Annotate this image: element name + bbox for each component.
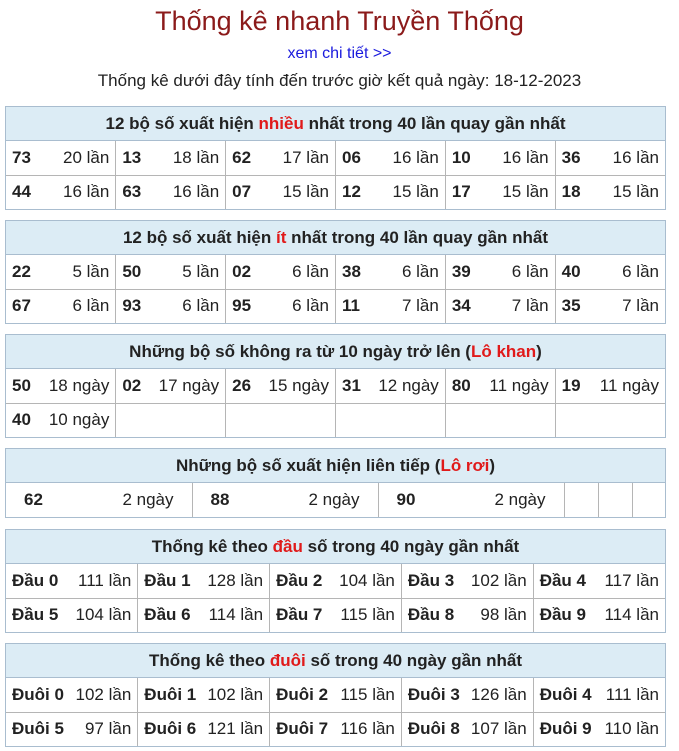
stat-cell: 07 15 lần [226,175,336,209]
stat-cell: 17 15 lần [445,175,555,209]
empty-cell [555,403,665,437]
stat-cell: Đầu 9 114 lần [533,598,665,632]
stat-cell: 62 2 ngày [6,483,192,517]
stat-cell: 10 16 lần [445,141,555,175]
stat-cell: 36 16 lần [555,141,665,175]
stats-note: Thống kê dưới đây tính đến trước giờ kết quả ngày: 18-12-2023 [97,71,582,90]
stat-cell: Đuôi 5 97 lần [6,712,138,746]
duoi-section [5,643,666,747]
stat-cell: 13 18 lần [116,141,226,175]
stat-cell: 95 6 lần [226,289,336,323]
stat-cell: 80 11 ngày [445,369,555,403]
stat-cell: Đuôi 2 115 lần [270,678,402,712]
stat-cell: 40 6 lần [555,255,665,289]
least-frequent-table [6,255,665,323]
stat-cell: Đầu 0 111 lần [6,564,138,598]
stat-cell: Đầu 5 104 lần [6,598,138,632]
stat-cell: 90 2 ngày [378,483,564,517]
least-frequent-header: 12 bộ số xuất hiện ít nhất trong 40 lần quay gần nhất [6,221,665,255]
stat-cell: 22 5 lần [6,255,116,289]
most-frequent-header: 12 bộ số xuất hiện nhiều nhất trong 40 lần quay gần nhất [6,107,665,141]
stat-cell: 62 17 lần [226,141,336,175]
stat-cell: 02 6 lần [226,255,336,289]
empty-cell [632,483,667,517]
lo-khan-header: Những bộ số không ra từ 10 ngày trở lên (Lô khan) [6,335,665,369]
stat-cell: 88 2 ngày [192,483,378,517]
stat-cell: 40 10 ngày [6,403,116,437]
stat-cell: 93 6 lần [116,289,226,323]
empty-cell [226,403,336,437]
stat-cell: Đuôi 1 102 lần [138,678,270,712]
stat-cell: Đuôi 3 126 lần [401,678,533,712]
page-title: Thống kê nhanh Truyền Thống [155,6,524,36]
stat-cell: 44 16 lần [6,175,116,209]
lo-khan-table [6,369,665,437]
stat-cell: 31 12 ngày [335,369,445,403]
stat-cell: 73 20 lần [6,141,116,175]
stat-cell: 26 15 ngày [226,369,336,403]
stat-cell: Đuôi 4 111 lần [533,678,665,712]
stat-cell: Đầu 1 128 lần [138,564,270,598]
stat-cell: Đuôi 9 110 lần [533,712,665,746]
stat-cell: 02 17 ngày [116,369,226,403]
stat-cell: Đầu 8 98 lần [401,598,533,632]
empty-cell [116,403,226,437]
stat-cell: Đuôi 0 102 lần [6,678,138,712]
stat-cell: 50 5 lần [116,255,226,289]
dau-section [5,529,666,633]
lo-roi-table [6,483,667,517]
duoi-header: Thống kê theo đuôi số trong 40 ngày gần nhất [6,644,665,678]
stat-cell: Đuôi 7 116 lần [270,712,402,746]
stat-cell: Đầu 6 114 lần [138,598,270,632]
stat-cell: 35 7 lần [555,289,665,323]
stat-cell: Đầu 2 104 lần [270,564,402,598]
stat-cell: 11 7 lần [335,289,445,323]
stat-cell: 38 6 lần [335,255,445,289]
stat-cell: Đầu 4 117 lần [533,564,665,598]
stat-cell: 63 16 lần [116,175,226,209]
stat-cell: 67 6 lần [6,289,116,323]
empty-cell [564,483,598,517]
detail-link[interactable]: xem chi tiết >> [287,45,392,62]
empty-cell [335,403,445,437]
most-frequent-table [6,141,665,209]
most-frequent-section [5,106,666,210]
stat-cell: Đuôi 6 121 lần [138,712,270,746]
dau-table [6,564,665,632]
lo-roi-section [5,448,666,518]
stat-cell: 19 11 ngày [555,369,665,403]
least-frequent-section [5,220,666,324]
stat-cell: 34 7 lần [445,289,555,323]
lo-roi-header: Những bộ số xuất hiện liên tiếp (Lô rơi) [6,449,665,483]
stat-cell: 50 18 ngày [6,369,116,403]
dau-header: Thống kê theo đầu số trong 40 ngày gần nhất [6,530,665,564]
stat-cell: Đầu 3 102 lần [401,564,533,598]
stat-cell: Đầu 7 115 lần [270,598,402,632]
stat-cell: 18 15 lần [555,175,665,209]
empty-cell [598,483,632,517]
duoi-table [6,678,665,746]
stat-cell: Đuôi 8 107 lần [401,712,533,746]
stat-cell: 06 16 lần [335,141,445,175]
lo-khan-section [5,334,666,438]
stat-cell: 12 15 lần [335,175,445,209]
stat-cell: 39 6 lần [445,255,555,289]
empty-cell [445,403,555,437]
